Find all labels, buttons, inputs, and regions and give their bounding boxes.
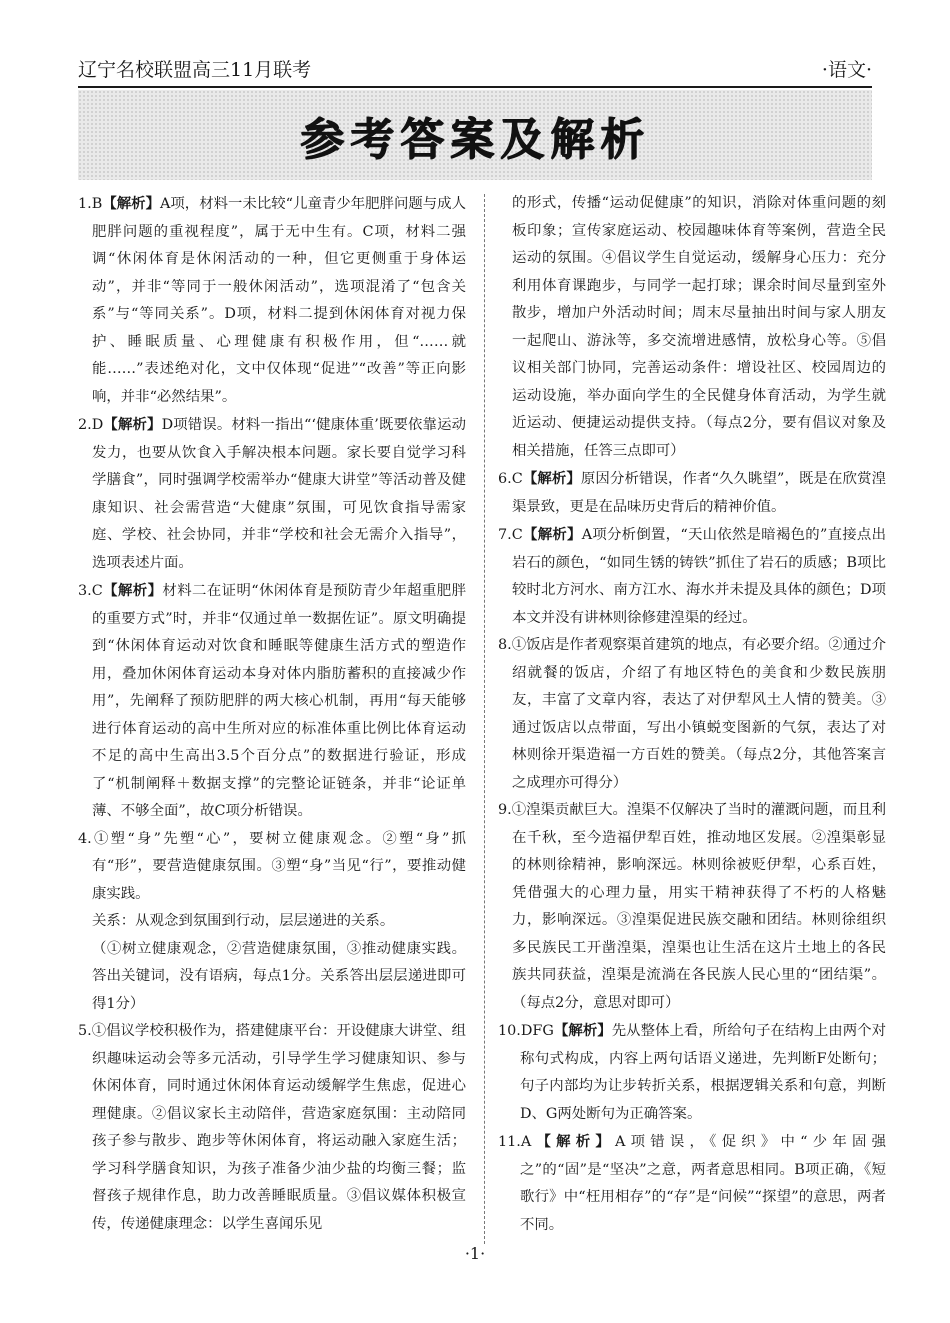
- answer-item-9: 9.①湟渠贡献巨大。湟渠不仅解决了当时的灌溉问题，而且利在千秋，至今造福伊犁百姓，推动地区发展。②湟渠彰显的林则徐精神，影响深远。林则徐被贬伊犁，心系百姓，凭借强大的心理力量，用实干精神获得了不朽的人格魅力，影响深远。③湟渠促进民族交融和团结。林则徐组织多民族民工开凿湟渠，湟渠也让生活在这片土地上的各民族共同获益，湟渠是流淌在各民族人民心里的“团结渠”。（每点2分，意思对即可）: [498, 802, 886, 1011]
- answer-item-3: 3.C【解析】材料二在证明“休闲体育是预防青少年超重肥胖的重要方式”时，并非“仅通过单一数据佐证”。原文明确提到“休闲体育运动对饮食和睡眠等健康生活方式的塑造作用，叠加休闲体育运动本身对体内脂肪蓄积的直接减少作用”，先阐释了预防肥胖的两大核心机制，再用“每天能够进行体育运动的高中生所对应的标准体重比例比体育运动不足的高中生高出3.5个百分点”的数据进行验证，形成了“机制阐释＋数据支撑”的完整论证链条，并非“论证单薄、不够全面”，故C项分析错误。: [78, 582, 466, 819]
- answer-item-8: 8.①饭店是作者观察渠首建筑的地点，有必要介绍。②通过介绍就餐的饭店，介绍了有地区特色的美食和少数民族朋友，丰富了文章内容，表达了对伊犁风土人情的赞美。③通过饭店以点带面，写出小镇蜕变图新的气氛，表达了对林则徐开渠造福一方百姓的赞美。（每点2分，其他答案言之成理亦可得分）: [498, 637, 886, 791]
- answer-item-2: 2.D【解析】D项错误。材料一指出“‘健康体重’既要依靠运动发力，也要从饮食入手解决根本问题。家长要自觉学习科学膳食”，同时强调学校需举办“健康大讲堂”等活动普及健康知识、社会需营造“大健康”氛围，可见饮食指导需家庭、学校、社会协同，并非“学校和社会无需介入指导”，选项表述片面。: [78, 416, 466, 571]
- answer-item-4-scoring: （①树立健康观念，②营造健康氛围，③推动健康实践。答出关键词，没有语病，每点1分。关系答出层层递进即可得1分）: [92, 940, 466, 1012]
- analysis-tag: 【解析】: [531, 1133, 616, 1150]
- subject-label: ·语文·: [821, 59, 872, 81]
- analysis-tag: 【解析】: [102, 582, 163, 599]
- right-column: [498, 190, 886, 1239]
- page-title: 参考答案及解析: [300, 114, 650, 165]
- left-column: [78, 190, 466, 1238]
- page-header: [78, 52, 872, 88]
- title-banner: [78, 90, 872, 180]
- answer-item-5-continued: 的形式，传播“运动促健康”的知识，消除对体重问题的刻板印象；宣传家庭运动、校园趣味体育等案例，营造全民运动的氛围。④倡议学生自觉运动，缓解身心压力：充分利用体育课跑步，与同学一起打球；课余时间尽量到室外散步，增加户外活动时间；周末尽量抽出时间与家人朋友一起爬山、游泳等，多交流增进感情，放松身心等。⑤倡议相关部门协同，完善运动条件：增设社区、校园周边的运动设施，举办面向学生的全民健身体育活动，为学生就近运动、便捷运动提供支持。（每点2分，要有倡议对象及相关措施，任答三点即可）: [512, 195, 886, 459]
- answer-item-7: 7.C【解析】A项分析倒置，“天山依然是暗褐色的”直接点出岩石的颜色，“如同生锈的铸铁”抓住了岩石的质感；B项比较时北方河水、南方江水、海水并未提及具体的颜色；D项本文并没有讲林则徐修建湟渠的经过。: [498, 526, 886, 626]
- analysis-tag: 【解析】: [102, 195, 160, 212]
- exam-title: 辽宁名校联盟高三11月联考: [78, 59, 312, 81]
- answer-item-5: 5.①倡议学校积极作为，搭建健康平台：开设健康大讲堂、组织趣味运动会等多元活动，引导学生学习健康知识、参与休闲体育，同时通过休闲体育运动缓解学生焦虑，促进心理健康。②倡议家长主动陪伴，营造家庭氛围：主动陪同孩子参与散步、跑步等休闲体育，将运动融入家庭生活；学习科学膳食知识，为孩子准备少油少盐的均衡三餐；监督孩子规律作息，助力改善睡眠质量。③倡议媒体积极宣传，传递健康理念：以学生喜闻乐见: [78, 1023, 466, 1232]
- answer-item-6: 6.C【解析】原因分析错误，作者“久久眺望”，既是在欣赏湟渠景致，更是在品味历史背后的精神价值。: [498, 470, 886, 515]
- analysis-tag: 【解析】: [522, 470, 581, 487]
- answer-item-1: 1.B【解析】A项，材料一未比较“儿童青少年肥胖问题与成人肥胖问题的重视程度”，属于无中生有。C项，材料二强调“休闲体育是休闲活动的一种，但它更侧重于身体运动”，并非“等同于一般休闲活动”，选项混淆了“包含关系”与“等同关系”。D项，材料二提到休闲体育对视力保护、睡眠质量、心理健康有积极作用，但“……就能……”表述绝对化，文中仅体现“促进”“改善”等正向影响，并非“必然结果”。: [78, 195, 466, 405]
- analysis-tag: 【解析】: [553, 1022, 612, 1039]
- answer-item-4: 4.①塑“身”先塑“心”，要树立健康观念。②塑“身”抓有“形”，要营造健康氛围。③塑“身”当见“行”，要推动健康实践。: [78, 830, 466, 902]
- answer-item-11: 11.A【解析】A项错误，《促织》中“少年固强之”的“固”是“坚决”之意，两者意思相同。B项正确，《短歌行》中“枉用相存”的“存”是“问候”“探望”的意思，两者不同。: [498, 1133, 886, 1233]
- analysis-tag: 【解析】: [103, 416, 162, 433]
- page-number: ·1·: [464, 1244, 486, 1263]
- answer-item-10: 10.DFG【解析】先从整体上看，所给句子在结构上由两个对称句式构成，内容上两句话语义递进，先判断F处断句；句子内部均为让步转折关系，根据逻辑关系和句意，判断D、G两处断句为正确答案。: [498, 1022, 886, 1122]
- analysis-tag: 【解析】: [522, 526, 582, 543]
- answer-item-4-relation: 关系：从观念到氛围到行动，层层递进的关系。: [92, 913, 395, 929]
- column-divider: [484, 194, 485, 1244]
